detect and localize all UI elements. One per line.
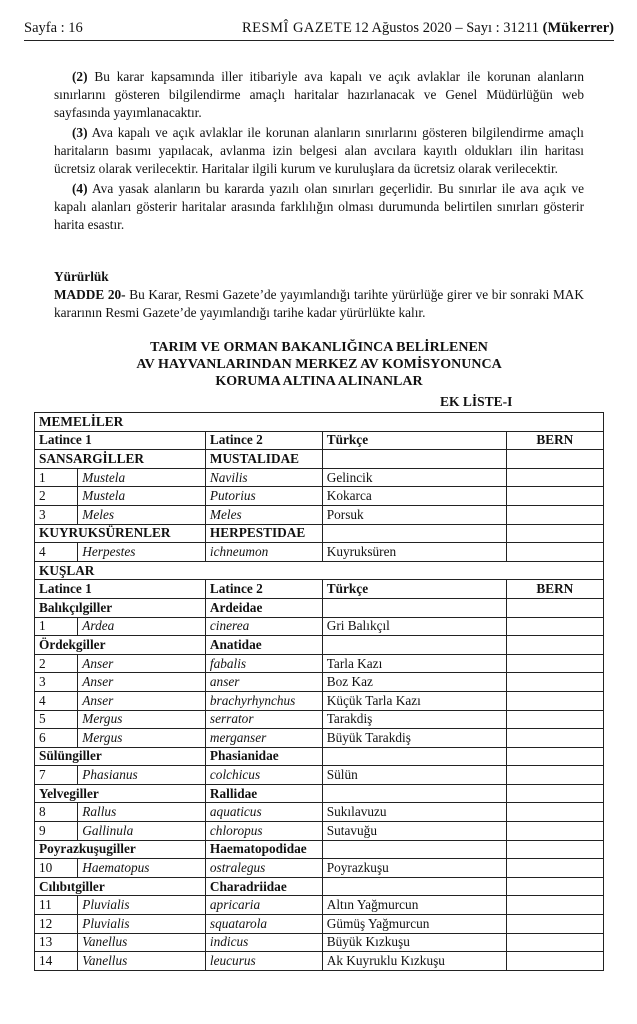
family-turkish: SANSARGİLLER xyxy=(35,450,206,469)
issue-date: 12 Ağustos 2020 – Sayı : 31211 xyxy=(354,20,539,36)
species-bern xyxy=(506,673,603,692)
empty-cell xyxy=(506,877,603,896)
species-latin-2: aquaticus xyxy=(205,803,322,822)
species-row xyxy=(35,505,604,524)
species-latin-2: Navilis xyxy=(205,468,322,487)
species-row xyxy=(35,803,604,822)
species-latin-2: Meles xyxy=(205,505,322,524)
species-bern xyxy=(506,822,603,841)
species-bern xyxy=(506,933,603,952)
species-latin-2: leucurus xyxy=(205,952,322,971)
empty-cell xyxy=(322,636,506,655)
header-latin-1: Latince 1 xyxy=(35,580,206,599)
species-number: 5 xyxy=(35,710,78,729)
species-number: 2 xyxy=(35,487,78,506)
family-turkish: Sülüngiller xyxy=(35,747,206,766)
family-row xyxy=(35,877,604,896)
species-latin-1: Anser xyxy=(78,691,206,710)
page-number: Sayfa : 16 xyxy=(24,20,83,36)
species-number: 9 xyxy=(35,822,78,841)
paragraph-3 xyxy=(54,124,584,178)
family-turkish: Balıkçılgiller xyxy=(35,598,206,617)
family-latin: Anatidae xyxy=(205,636,322,655)
species-number: 6 xyxy=(35,729,78,748)
species-latin-2: ostralegus xyxy=(205,859,322,878)
species-number: 12 xyxy=(35,915,78,934)
species-row xyxy=(35,952,604,971)
species-turkish: Boz Kaz xyxy=(322,673,506,692)
species-table xyxy=(34,412,604,971)
header-turkish: Türkçe xyxy=(322,580,506,599)
species-latin-1: Mustela xyxy=(78,487,206,506)
species-latin-1: Meles xyxy=(78,505,206,524)
species-latin-2: squatarola xyxy=(205,915,322,934)
family-row xyxy=(35,598,604,617)
species-turkish: Kokarca xyxy=(322,487,506,506)
empty-cell xyxy=(322,747,506,766)
species-bern xyxy=(506,803,603,822)
species-number: 2 xyxy=(35,654,78,673)
species-bern xyxy=(506,766,603,785)
family-turkish: Yelvegiller xyxy=(35,784,206,803)
species-number: 10 xyxy=(35,859,78,878)
header-bern: BERN xyxy=(506,580,603,599)
species-turkish: Porsuk xyxy=(322,505,506,524)
species-number: 7 xyxy=(35,766,78,785)
family-latin: Phasianidae xyxy=(205,747,322,766)
family-row xyxy=(35,840,604,859)
family-latin: HERPESTIDAE xyxy=(205,524,322,543)
family-latin: Rallidae xyxy=(205,784,322,803)
species-latin-1: Pluvialis xyxy=(78,915,206,934)
species-bern xyxy=(506,617,603,636)
species-bern xyxy=(506,468,603,487)
empty-cell xyxy=(506,747,603,766)
species-number: 14 xyxy=(35,952,78,971)
paragraph-number: (2) xyxy=(72,69,88,84)
species-latin-1: Mustela xyxy=(78,468,206,487)
species-bern xyxy=(506,729,603,748)
family-latin: Haematopodidae xyxy=(205,840,322,859)
species-turkish: Ak Kuyruklu Kızkuşu xyxy=(322,952,506,971)
species-latin-2: brachyrhynchus xyxy=(205,691,322,710)
section-row xyxy=(35,413,604,432)
species-turkish: Sutavuğu xyxy=(322,822,506,841)
species-turkish: Altın Yağmurcun xyxy=(322,896,506,915)
family-row xyxy=(35,747,604,766)
family-turkish: Poyrazkuşugiller xyxy=(35,840,206,859)
family-turkish: Cılıbıtgiller xyxy=(35,877,206,896)
empty-cell xyxy=(506,450,603,469)
species-turkish: Tarla Kazı xyxy=(322,654,506,673)
header-turkish: Türkçe xyxy=(322,431,506,450)
table-title-line: TARIM VE ORMAN BAKANLIĞINCA BELİRLENEN xyxy=(150,340,488,355)
table-title-line: KORUMA ALTINA ALINANLAR xyxy=(215,374,423,389)
species-row xyxy=(35,896,604,915)
paragraph-number: (4) xyxy=(72,181,88,196)
species-latin-2: chloropus xyxy=(205,822,322,841)
header-row xyxy=(35,431,604,450)
paragraph-text: Ava yasak alanların bu kararda yazılı olan sınırları geçerlidir. Bu sınırlar ile ava açık ve kapalı alanları gösterir haritalar arasında farklılığın olması durumunda belirtilen sınırları gösterir harita esastır. xyxy=(54,181,584,232)
species-number: 4 xyxy=(35,543,78,562)
species-bern xyxy=(506,543,603,562)
table-title xyxy=(54,339,584,390)
species-latin-2: merganser xyxy=(205,729,322,748)
empty-cell xyxy=(506,784,603,803)
article-20 xyxy=(54,286,584,322)
empty-cell xyxy=(322,784,506,803)
species-latin-2: indicus xyxy=(205,933,322,952)
paragraph-number: (3) xyxy=(72,125,88,140)
issue-note: (Mükerrer) xyxy=(542,20,614,36)
species-number: 3 xyxy=(35,505,78,524)
empty-cell xyxy=(322,877,506,896)
empty-cell xyxy=(322,598,506,617)
empty-cell xyxy=(322,840,506,859)
yururluk-section xyxy=(54,268,584,322)
table-title-line: AV HAYVANLARINDAN MERKEZ AV KOMİSYONUNCA xyxy=(136,357,502,372)
species-latin-2: Putorius xyxy=(205,487,322,506)
species-number: 1 xyxy=(35,617,78,636)
species-turkish: Büyük Kızkuşu xyxy=(322,933,506,952)
empty-cell xyxy=(506,636,603,655)
family-latin: Charadriidae xyxy=(205,877,322,896)
species-latin-1: Anser xyxy=(78,654,206,673)
species-number: 3 xyxy=(35,673,78,692)
species-latin-1: Rallus xyxy=(78,803,206,822)
species-latin-1: Gallinula xyxy=(78,822,206,841)
article-text: Bu Karar, Resmi Gazete’de yayımlandığı tarihte yürürlüğe girer ve bir sonraki MAK kararının Resmi Gazete’de yayımlandığı tarihe kadar yürürlükte kalır. xyxy=(54,287,585,320)
species-row xyxy=(35,543,604,562)
header-latin-1: Latince 1 xyxy=(35,431,206,450)
empty-cell xyxy=(506,524,603,543)
section-heading: KUŞLAR xyxy=(35,561,604,580)
family-latin: Ardeidae xyxy=(205,598,322,617)
species-turkish: Büyük Tarakdiş xyxy=(322,729,506,748)
gazette-name: RESMÎ GAZETE xyxy=(242,20,353,36)
species-latin-1: Phasianus xyxy=(78,766,206,785)
species-turkish: Sülün xyxy=(322,766,506,785)
species-turkish: Gümüş Yağmurcun xyxy=(322,915,506,934)
species-latin-2: fabalis xyxy=(205,654,322,673)
article-label: MADDE 20- xyxy=(54,287,126,302)
species-row xyxy=(35,766,604,785)
species-latin-1: Mergus xyxy=(78,710,206,729)
issue-info xyxy=(354,20,614,37)
family-turkish: Ördekgiller xyxy=(35,636,206,655)
species-latin-1: Pluvialis xyxy=(78,896,206,915)
species-turkish: Küçük Tarla Kazı xyxy=(322,691,506,710)
empty-cell xyxy=(506,598,603,617)
section-title: Yürürlük xyxy=(54,269,109,284)
species-bern xyxy=(506,952,603,971)
species-number: 11 xyxy=(35,896,78,915)
empty-cell xyxy=(322,524,506,543)
species-turkish: Kuyruksüren xyxy=(322,543,506,562)
family-latin: MUSTALIDAE xyxy=(205,450,322,469)
section-row xyxy=(35,561,604,580)
list-label: EK LİSTE-I xyxy=(440,394,513,409)
page-header xyxy=(24,18,614,41)
species-latin-1: Vanellus xyxy=(78,933,206,952)
species-latin-1: Vanellus xyxy=(78,952,206,971)
species-number: 8 xyxy=(35,803,78,822)
species-bern xyxy=(506,896,603,915)
species-latin-1: Herpestes xyxy=(78,543,206,562)
species-row xyxy=(35,915,604,934)
species-bern xyxy=(506,487,603,506)
header-row xyxy=(35,580,604,599)
species-bern xyxy=(506,691,603,710)
species-row xyxy=(35,654,604,673)
species-row xyxy=(35,933,604,952)
species-bern xyxy=(506,505,603,524)
species-row xyxy=(35,617,604,636)
species-latin-2: anser xyxy=(205,673,322,692)
species-turkish: Poyrazkuşu xyxy=(322,859,506,878)
species-latin-2: apricaria xyxy=(205,896,322,915)
species-bern xyxy=(506,859,603,878)
paragraph-text: Bu karar kapsamında iller itibariyle ava kapalı ve açık avlaklar ile korunan alanların sınırlarını gösteren bilgilendirme amaçlı haritalar hazırlanacak ve Genel Müdürlüğün web sayfasında yayımlanacaktır. xyxy=(54,69,584,120)
species-turkish: Gri Balıkçıl xyxy=(322,617,506,636)
species-latin-2: ichneumon xyxy=(205,543,322,562)
species-bern xyxy=(506,654,603,673)
header-latin-2: Latince 2 xyxy=(205,431,322,450)
paragraph-4 xyxy=(54,180,584,234)
species-latin-2: cinerea xyxy=(205,617,322,636)
species-row xyxy=(35,673,604,692)
species-number: 4 xyxy=(35,691,78,710)
species-latin-1: Haematopus xyxy=(78,859,206,878)
species-row xyxy=(35,691,604,710)
species-bern xyxy=(506,710,603,729)
family-row xyxy=(35,636,604,655)
species-latin-2: colchicus xyxy=(205,766,322,785)
species-number: 1 xyxy=(35,468,78,487)
species-row xyxy=(35,822,604,841)
header-latin-2: Latince 2 xyxy=(205,580,322,599)
species-row xyxy=(35,859,604,878)
body-paragraphs xyxy=(54,68,584,236)
species-latin-2: serrator xyxy=(205,710,322,729)
empty-cell xyxy=(322,450,506,469)
species-turkish: Gelincik xyxy=(322,468,506,487)
header-bern: BERN xyxy=(506,431,603,450)
species-row xyxy=(35,487,604,506)
species-number: 13 xyxy=(35,933,78,952)
family-turkish: KUYRUKSÜRENLER xyxy=(35,524,206,543)
section-heading: MEMELİLER xyxy=(35,413,604,432)
family-row xyxy=(35,450,604,469)
paragraph-2 xyxy=(54,68,584,122)
species-row xyxy=(35,710,604,729)
species-bern xyxy=(506,915,603,934)
empty-cell xyxy=(506,840,603,859)
species-row xyxy=(35,729,604,748)
family-row xyxy=(35,784,604,803)
species-turkish: Tarakdiş xyxy=(322,710,506,729)
species-turkish: Sukılavuzu xyxy=(322,803,506,822)
species-latin-1: Mergus xyxy=(78,729,206,748)
paragraph-text: Ava kapalı ve açık avlaklar ile korunan alanların sınırlarını gösteren bilgilendirme amaçlı haritaların basımı yapılacak, avlanma izin belgesi alan avcılara kayıtlı oldukları ilin haritası ücretsiz olarak verilecektir. Haritalar ilgili kurum ve kuruluşlara da ücretsiz olarak verilecektir. xyxy=(54,125,584,176)
family-row xyxy=(35,524,604,543)
species-row xyxy=(35,468,604,487)
species-latin-1: Ardea xyxy=(78,617,206,636)
species-latin-1: Anser xyxy=(78,673,206,692)
